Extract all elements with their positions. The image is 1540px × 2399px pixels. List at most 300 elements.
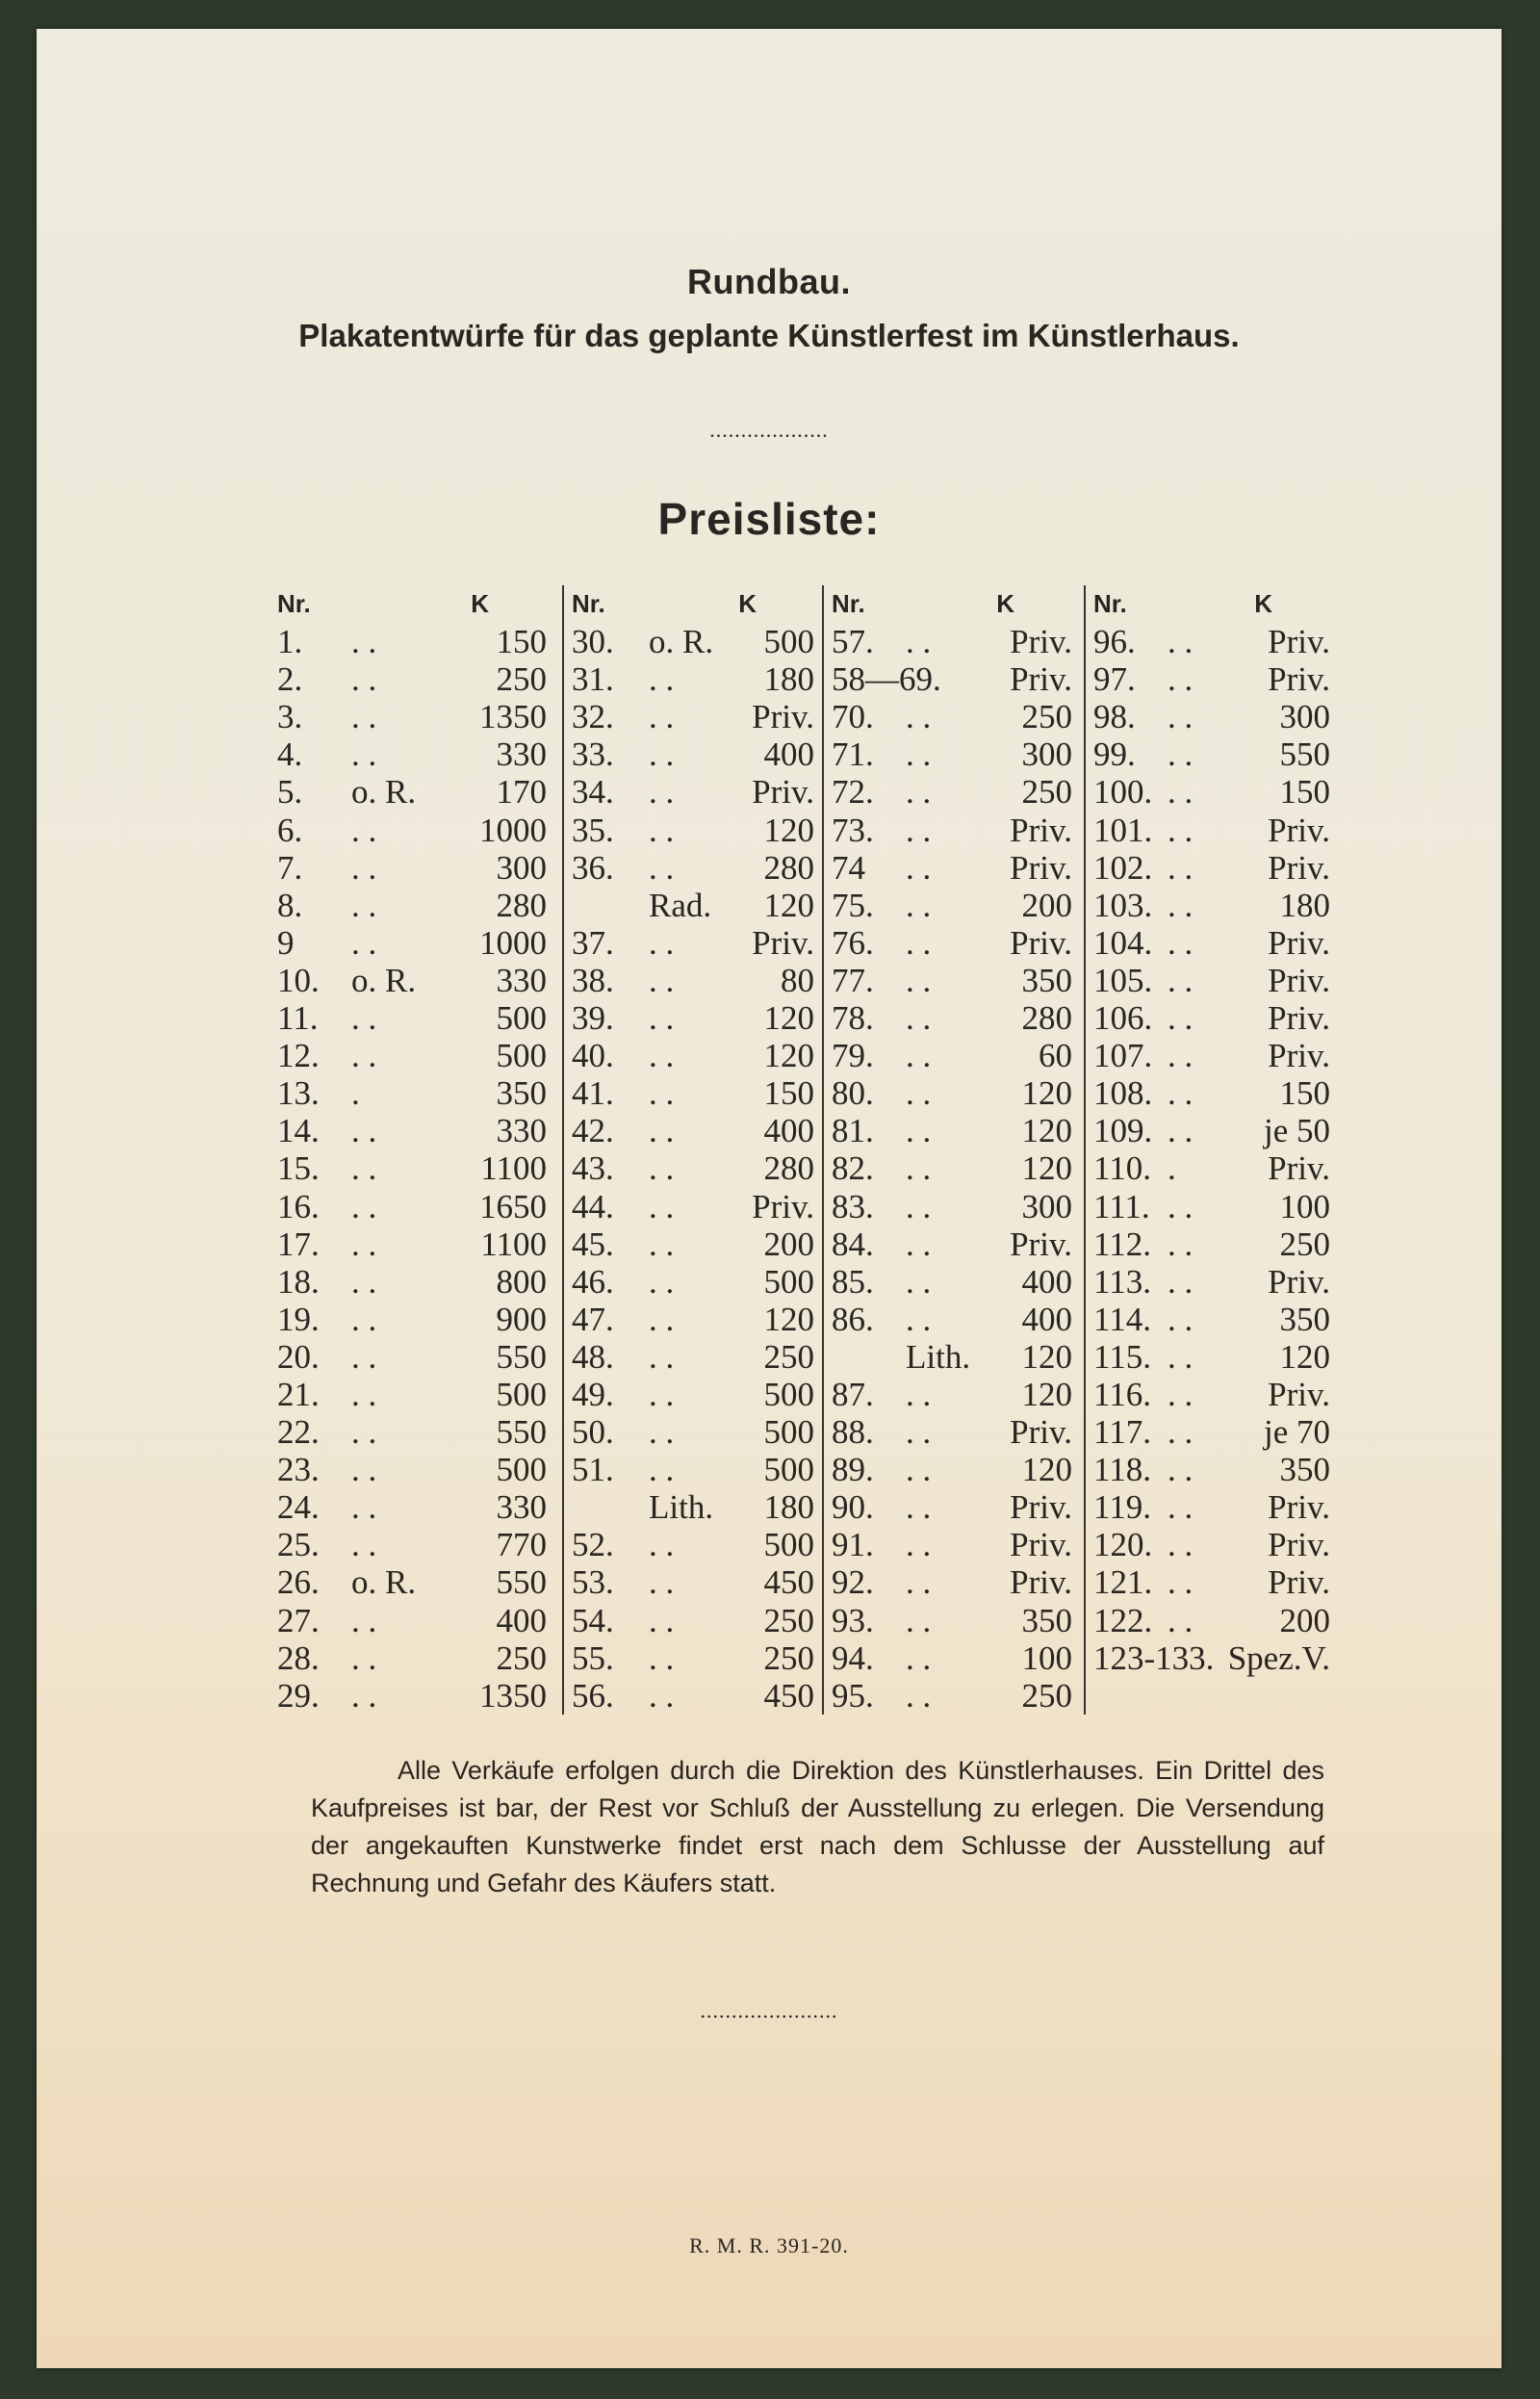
item-number: 30. xyxy=(572,623,614,661)
item-technique: . . xyxy=(351,1488,377,1527)
item-technique: . . xyxy=(906,961,932,999)
item-price: 120 xyxy=(1021,1112,1072,1150)
price-row xyxy=(1086,1526,1332,1563)
item-technique: . . xyxy=(351,1451,377,1489)
item-price: Priv. xyxy=(1268,811,1330,849)
item-price: 1350 xyxy=(479,1676,547,1715)
nr-header: Nr. xyxy=(277,589,311,618)
item-number: 78. xyxy=(832,999,874,1038)
price-row xyxy=(824,1112,1084,1149)
item-number: 2. xyxy=(277,660,303,699)
price-row xyxy=(270,1413,558,1451)
price-row xyxy=(1086,962,1332,999)
item-technique: . . xyxy=(906,1488,932,1527)
item-price: 60 xyxy=(1039,1037,1072,1075)
item-technique: . . xyxy=(351,1187,377,1225)
price-row xyxy=(1086,1413,1332,1451)
item-price: Priv. xyxy=(1010,623,1072,661)
price-row xyxy=(564,1639,824,1677)
nr-header: Nr. xyxy=(832,589,865,618)
item-number: 73. xyxy=(832,811,874,849)
item-price: 450 xyxy=(763,1563,814,1602)
price-row xyxy=(564,1037,824,1074)
item-number: 114. xyxy=(1093,1300,1151,1338)
item-number: 116. xyxy=(1093,1375,1151,1413)
item-number: 48. xyxy=(572,1337,614,1376)
item-number: 4. xyxy=(277,735,303,774)
item-technique: . . xyxy=(906,1262,932,1301)
price-row xyxy=(270,1149,558,1187)
item-number: 52. xyxy=(572,1526,614,1564)
item-number: 1. xyxy=(277,623,303,661)
item-price: 350 xyxy=(1021,1601,1072,1639)
item-number: 123-133. xyxy=(1093,1638,1215,1677)
price-row xyxy=(564,1602,824,1639)
price-row xyxy=(1086,924,1332,962)
item-technique: . xyxy=(1168,1149,1176,1188)
item-price: Priv. xyxy=(1010,1225,1072,1263)
item-number: 120. xyxy=(1093,1526,1153,1564)
price-row xyxy=(1086,660,1332,698)
item-number: 50. xyxy=(572,1413,614,1452)
print-reference: R. M. R. 391-20. xyxy=(689,2233,849,2257)
item-price: 200 xyxy=(763,1225,814,1263)
item-price: 250 xyxy=(763,1337,814,1376)
item-number: 72. xyxy=(832,773,874,812)
item-price: Priv. xyxy=(1268,1563,1330,1602)
price-row xyxy=(564,1376,824,1413)
price-row xyxy=(1086,1074,1332,1112)
price-row xyxy=(824,1149,1084,1187)
item-technique: . . xyxy=(649,735,675,774)
price-row xyxy=(1086,849,1332,887)
item-number: 49. xyxy=(572,1375,614,1413)
item-number: 82. xyxy=(832,1149,874,1188)
item-price: 1000 xyxy=(479,811,547,849)
price-row xyxy=(270,1451,558,1488)
item-technique: . . xyxy=(1168,1225,1194,1263)
item-technique: . . xyxy=(1168,623,1194,661)
price-row xyxy=(564,962,824,999)
price-row xyxy=(270,1526,558,1563)
item-price: 500 xyxy=(763,1375,814,1413)
item-price: je 50 xyxy=(1263,1112,1330,1150)
price-row xyxy=(270,1338,558,1376)
item-price: 800 xyxy=(496,1262,547,1301)
item-technique: . . xyxy=(906,773,932,812)
item-price: Priv. xyxy=(1268,1375,1330,1413)
nr-header: Nr. xyxy=(1093,589,1127,618)
item-price: 400 xyxy=(763,735,814,774)
item-number: 95. xyxy=(832,1676,874,1715)
item-price: 250 xyxy=(1021,1676,1072,1715)
item-technique: . . xyxy=(906,811,932,849)
item-number: 31. xyxy=(572,660,614,699)
price-row xyxy=(824,698,1084,735)
item-technique: . . xyxy=(906,1451,932,1489)
item-number: 26. xyxy=(277,1563,320,1602)
item-technique: . . xyxy=(351,1413,377,1452)
item-number: 28. xyxy=(277,1638,320,1677)
item-number: 70. xyxy=(832,698,874,736)
item-number: 34. xyxy=(572,773,614,812)
price-row xyxy=(824,1338,1084,1376)
price-row xyxy=(564,1112,824,1149)
item-price: Priv. xyxy=(752,1187,814,1225)
item-technique: o. R. xyxy=(351,961,417,999)
item-technique: . . xyxy=(1168,1413,1194,1452)
item-price: 120 xyxy=(1021,1451,1072,1489)
item-price: 400 xyxy=(1021,1262,1072,1301)
price-row xyxy=(270,660,558,698)
price-row xyxy=(824,1526,1084,1563)
item-number: 111. xyxy=(1093,1187,1150,1225)
item-price: 120 xyxy=(763,999,814,1038)
price-column-1 xyxy=(270,585,558,1715)
item-price: Spez.V. xyxy=(1227,1638,1330,1677)
price-row xyxy=(270,698,558,735)
item-price: 250 xyxy=(1021,773,1072,812)
item-price: 280 xyxy=(496,886,547,924)
price-row xyxy=(270,1563,558,1601)
item-technique: Lith. xyxy=(906,1337,971,1376)
item-technique: . . xyxy=(1168,735,1194,774)
item-number: 81. xyxy=(832,1112,874,1150)
item-technique: . . xyxy=(351,1300,377,1338)
item-price: 1000 xyxy=(479,923,547,962)
item-number: 54. xyxy=(572,1601,614,1639)
price-row xyxy=(564,1451,824,1488)
price-row xyxy=(270,887,558,924)
item-price: Priv. xyxy=(1268,923,1330,962)
item-technique: . . xyxy=(351,660,377,699)
item-price: 250 xyxy=(1021,698,1072,736)
item-price: 500 xyxy=(496,999,547,1038)
item-number: 104. xyxy=(1093,923,1153,962)
item-price: 170 xyxy=(496,773,547,812)
item-technique: . . xyxy=(1168,1337,1194,1376)
item-price: Priv. xyxy=(1268,1149,1330,1188)
item-number: 77. xyxy=(832,961,874,999)
item-technique: . . xyxy=(1168,1074,1194,1113)
item-technique: . . xyxy=(649,1601,675,1639)
item-technique: . . xyxy=(649,848,675,887)
item-price: 300 xyxy=(1021,1187,1072,1225)
item-technique: . . xyxy=(1168,1375,1194,1413)
price-row xyxy=(564,812,824,849)
item-number: 107. xyxy=(1093,1037,1153,1075)
price-row xyxy=(824,924,1084,962)
item-number: 75. xyxy=(832,886,874,924)
price-row xyxy=(564,1074,824,1112)
price-row xyxy=(270,1263,558,1301)
item-technique: . . xyxy=(1168,848,1194,887)
price-row xyxy=(824,1188,1084,1225)
item-technique: . . xyxy=(351,1337,377,1376)
item-technique: . . xyxy=(649,660,675,699)
item-technique: . . xyxy=(906,1526,932,1564)
item-price: 150 xyxy=(1279,773,1330,812)
item-price: 330 xyxy=(496,1112,547,1150)
item-number: 84. xyxy=(832,1225,874,1263)
price-row xyxy=(1086,1639,1332,1677)
dotted-separator: ................... xyxy=(709,418,829,442)
item-price: 350 xyxy=(1279,1451,1330,1489)
item-number: 38. xyxy=(572,961,614,999)
item-price: 200 xyxy=(1021,886,1072,924)
item-technique: . . xyxy=(649,1112,675,1150)
item-technique: . . xyxy=(649,1526,675,1564)
item-price: 500 xyxy=(496,1037,547,1075)
item-technique: . . xyxy=(351,1262,377,1301)
item-technique: . . xyxy=(351,1526,377,1564)
price-row xyxy=(564,660,824,698)
item-number: 27. xyxy=(277,1601,320,1639)
item-technique: o. R. xyxy=(351,1563,417,1602)
price-row xyxy=(824,887,1084,924)
price-row xyxy=(1086,1488,1332,1526)
item-technique: . . xyxy=(906,1375,932,1413)
item-price: 150 xyxy=(763,1074,814,1113)
price-row xyxy=(1086,1225,1332,1263)
price-row xyxy=(564,887,824,924)
item-technique: . . xyxy=(1168,961,1194,999)
price-row xyxy=(1086,735,1332,773)
item-number: 74 xyxy=(832,848,865,887)
item-price: 550 xyxy=(1279,735,1330,774)
price-row xyxy=(824,1413,1084,1451)
item-technique: . xyxy=(351,1074,360,1113)
item-number: 41. xyxy=(572,1074,614,1113)
price-row xyxy=(270,1677,558,1715)
item-number: 6. xyxy=(277,811,303,849)
price-row xyxy=(564,999,824,1037)
price-row xyxy=(270,849,558,887)
item-number: 14. xyxy=(277,1112,320,1150)
price-row xyxy=(564,1149,824,1187)
price-row xyxy=(564,773,824,811)
item-technique: . . xyxy=(649,1037,675,1075)
item-technique: . . xyxy=(351,1225,377,1263)
item-number: 29. xyxy=(277,1676,320,1715)
item-technique: . . xyxy=(649,923,675,962)
item-technique: . . xyxy=(906,1225,932,1263)
item-number: 83. xyxy=(832,1187,874,1225)
item-number: 58—69. xyxy=(832,660,941,699)
item-number: 97. xyxy=(1093,660,1136,699)
price-row xyxy=(1086,773,1332,811)
price-row xyxy=(270,623,558,660)
item-technique: . . xyxy=(906,999,932,1038)
price-row xyxy=(1086,999,1332,1037)
item-technique: . . xyxy=(1168,1037,1194,1075)
nr-header: Nr. xyxy=(572,589,605,618)
item-technique: . . xyxy=(906,1300,932,1338)
item-price: 100 xyxy=(1279,1187,1330,1225)
item-price: 400 xyxy=(1021,1300,1072,1338)
item-price: Priv. xyxy=(752,773,814,812)
item-technique: . . xyxy=(906,1676,932,1715)
column-header xyxy=(270,585,558,623)
item-technique: . . xyxy=(649,773,675,812)
item-technique: . . xyxy=(351,735,377,774)
price-row xyxy=(270,1188,558,1225)
item-technique: . . xyxy=(1168,1112,1194,1150)
item-number: 9 xyxy=(277,923,295,962)
item-technique: . . xyxy=(906,1149,932,1188)
item-technique: . . xyxy=(351,1638,377,1677)
item-price: 250 xyxy=(763,1601,814,1639)
price-row xyxy=(564,924,824,962)
item-number: 44. xyxy=(572,1187,614,1225)
item-price: 120 xyxy=(1021,1074,1072,1113)
item-price: 120 xyxy=(1279,1337,1330,1376)
item-number: 7. xyxy=(277,848,303,887)
item-technique: . . xyxy=(906,1413,932,1452)
item-number: 43. xyxy=(572,1149,614,1188)
item-number: 71. xyxy=(832,735,874,774)
item-technique: . . xyxy=(649,1413,675,1452)
item-technique: . . xyxy=(1168,923,1194,962)
item-technique: . . xyxy=(1168,1601,1194,1639)
item-price: 500 xyxy=(763,1262,814,1301)
price-row xyxy=(564,1188,824,1225)
item-price: 550 xyxy=(496,1563,547,1602)
price-row xyxy=(824,1639,1084,1677)
price-column-4 xyxy=(1084,585,1332,1715)
item-price: 250 xyxy=(496,1638,547,1677)
item-number: 12. xyxy=(277,1037,320,1075)
item-technique: . . xyxy=(906,886,932,924)
item-number: 15. xyxy=(277,1149,320,1188)
item-technique: . . xyxy=(1168,1262,1194,1301)
item-number: 17. xyxy=(277,1225,320,1263)
item-price: 550 xyxy=(496,1413,547,1452)
item-technique: . . xyxy=(906,698,932,736)
price-list-heading: Preisliste: xyxy=(657,494,881,544)
price-row xyxy=(564,1677,824,1715)
item-number: 112. xyxy=(1093,1225,1151,1263)
item-price: 1350 xyxy=(479,698,547,736)
price-row xyxy=(564,1338,824,1376)
item-number: 18. xyxy=(277,1262,320,1301)
price-row xyxy=(564,1413,824,1451)
item-technique: . . xyxy=(906,1187,932,1225)
price-row xyxy=(270,924,558,962)
item-number: 55. xyxy=(572,1638,614,1677)
item-technique: . . xyxy=(906,735,932,774)
item-price: Priv. xyxy=(752,698,814,736)
item-technique: . . xyxy=(351,886,377,924)
item-technique: Rad. xyxy=(649,886,712,924)
item-technique: . . xyxy=(1168,660,1194,699)
item-technique: . . xyxy=(649,1337,675,1376)
item-number: 11. xyxy=(277,999,319,1038)
price-row xyxy=(824,735,1084,773)
item-price: 180 xyxy=(763,1488,814,1527)
item-price: 770 xyxy=(496,1526,547,1564)
item-technique: . . xyxy=(1168,999,1194,1038)
price-row xyxy=(564,1263,824,1301)
price-row xyxy=(1086,1451,1332,1488)
price-row xyxy=(270,1488,558,1526)
price-column-3 xyxy=(822,585,1084,1715)
item-price: 400 xyxy=(763,1112,814,1150)
item-technique: . . xyxy=(906,623,932,661)
price-row xyxy=(824,623,1084,660)
item-number: 85. xyxy=(832,1262,874,1301)
price-row xyxy=(824,773,1084,811)
item-technique: . . xyxy=(649,1563,675,1602)
item-price: 350 xyxy=(1021,961,1072,999)
item-price: 100 xyxy=(1021,1638,1072,1677)
item-technique: . . xyxy=(649,698,675,736)
item-number: 46. xyxy=(572,1262,614,1301)
price-row xyxy=(564,1301,824,1338)
price-row xyxy=(270,1639,558,1677)
item-number: 101. xyxy=(1093,811,1153,849)
item-price: 280 xyxy=(763,1149,814,1188)
item-technique: . . xyxy=(351,698,377,736)
price-row xyxy=(824,1677,1084,1715)
item-price: Priv. xyxy=(1268,1488,1330,1527)
item-price: Priv. xyxy=(1010,811,1072,849)
item-price: Priv. xyxy=(1268,623,1330,661)
price-row xyxy=(270,1301,558,1338)
item-number: 51. xyxy=(572,1451,614,1489)
price-row xyxy=(1086,1563,1332,1601)
item-technique: . . xyxy=(1168,811,1194,849)
item-price: Priv. xyxy=(1010,848,1072,887)
item-number: 105. xyxy=(1093,961,1153,999)
price-row xyxy=(824,1263,1084,1301)
page-title: Rundbau. xyxy=(687,262,851,301)
dotted-separator-bottom: ...................... xyxy=(700,1999,838,2023)
item-price: Priv. xyxy=(1268,660,1330,699)
item-technique: . . xyxy=(1168,698,1194,736)
item-technique: . . xyxy=(1168,886,1194,924)
item-number: 53. xyxy=(572,1563,614,1602)
price-row xyxy=(824,660,1084,698)
item-price: 500 xyxy=(763,1413,814,1452)
item-price: 350 xyxy=(1279,1300,1330,1338)
price-row xyxy=(1086,1112,1332,1149)
item-number: 122. xyxy=(1093,1601,1153,1639)
item-number: 3. xyxy=(277,698,303,736)
item-technique: . . xyxy=(649,1074,675,1113)
item-price: Priv. xyxy=(1010,923,1072,962)
item-number: 103. xyxy=(1093,886,1153,924)
item-price: 120 xyxy=(763,886,814,924)
price-row xyxy=(1086,1376,1332,1413)
price-row xyxy=(564,1563,824,1601)
price-row xyxy=(1086,698,1332,735)
item-number: 106. xyxy=(1093,999,1153,1038)
item-number: 102. xyxy=(1093,848,1153,887)
item-number: 93. xyxy=(832,1601,874,1639)
item-number: 108. xyxy=(1093,1074,1153,1113)
item-number: 21. xyxy=(277,1375,320,1413)
item-technique: . . xyxy=(1168,773,1194,812)
price-row xyxy=(824,962,1084,999)
price-row xyxy=(824,1563,1084,1601)
item-technique: . . xyxy=(906,1074,932,1113)
item-number: 113. xyxy=(1093,1262,1151,1301)
item-number: 8. xyxy=(277,886,303,924)
item-technique: . . xyxy=(1168,1451,1194,1489)
document-page xyxy=(37,29,1502,2368)
item-technique: . . xyxy=(1168,1526,1194,1564)
